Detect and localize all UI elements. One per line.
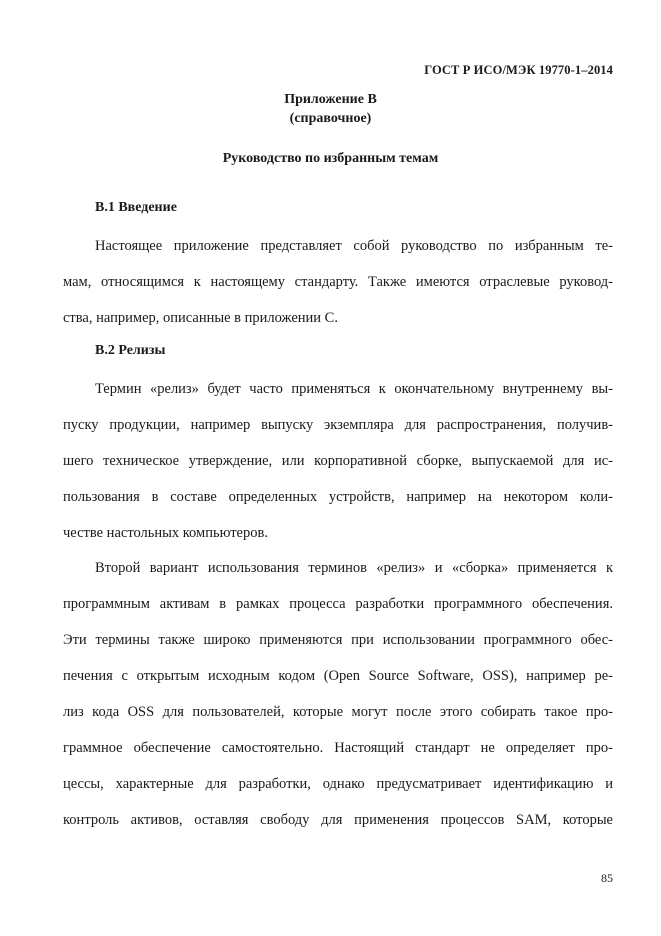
annex-heading: Руководство по избранным темам — [222, 151, 439, 166]
paragraph-b2-2 — [63, 550, 613, 838]
text-line: программным активам в рамках процесса разработки программного обеспечения. — [63, 596, 613, 612]
text-line: Второй вариант использования терминов «релиз» и «сборка» применяется к — [95, 560, 613, 576]
paragraph-b2-1 — [63, 371, 613, 551]
text-line: Термин «релиз» будет часто применяться к окончательному внутреннему вы- — [95, 381, 613, 397]
text-line: контроль активов, оставляя свободу для применения процессов SAM, которые — [63, 812, 613, 828]
text-line: граммное обеспечение самостоятельно. Настоящий стандарт не определяет про- — [63, 740, 613, 756]
text-line: пуску продукции, например выпуску экземпляра для распространения, получив- — [63, 417, 613, 433]
section-heading-b1: B.1 Введение — [95, 200, 177, 215]
page-number: 85 — [601, 871, 613, 885]
text-line: пользования в составе определенных устройств, например на некотором коли- — [63, 489, 613, 505]
paragraph-b1-1 — [63, 228, 613, 336]
section-heading-b2: B.2 Релизы — [95, 343, 166, 358]
text-line: ства, например, описанные в приложении C. — [63, 310, 338, 326]
standard-code: ГОСТ Р ИСО/МЭК 19770-1–2014 — [424, 63, 613, 77]
text-line: мам, относящимся к настоящему стандарту. Также имеются отраслевые руковод- — [63, 274, 613, 290]
text-line: честве настольных компьютеров. — [63, 525, 268, 541]
annex-title: Приложение B — [284, 92, 377, 107]
text-line: лиз кода OSS для пользователей, которые могут после этого собирать такое про- — [63, 704, 613, 720]
text-line: Эти термины также широко применяются при использовании программного обес- — [63, 632, 613, 648]
text-line: Настоящее приложение представляет собой руководство по избранным те- — [95, 238, 613, 254]
text-line: цессы, характерные для разработки, однако предусматривает идентификацию и — [63, 776, 613, 792]
text-line: печения с открытым исходным кодом (Open Source Software, OSS), например ре- — [63, 668, 613, 684]
text-line: шего техническое утверждение, или корпоративной сборке, выпускаемой для ис- — [63, 453, 613, 469]
annex-type: (справочное) — [289, 111, 372, 126]
